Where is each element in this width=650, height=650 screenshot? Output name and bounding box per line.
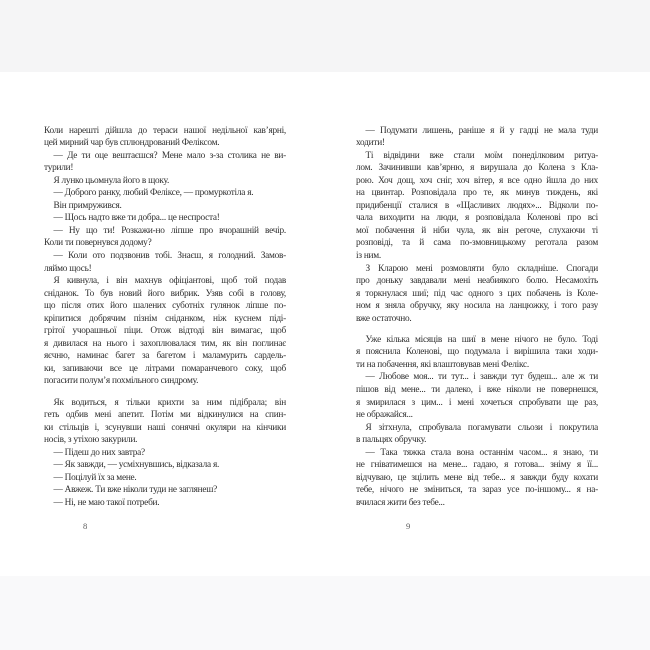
text-line: Я зітхнула, спробувала погамувати сльози і покрутила (365, 422, 598, 433)
text-line: — Підеш до них завтра? (53, 447, 145, 458)
text-line: ляймо щось! (44, 263, 92, 274)
text-line: придибенції сталися в «Щасливих людях»... Відколи по- (356, 200, 598, 211)
text-line: вчилася жити без тебе... (356, 497, 445, 508)
text-line: грітої учорашньої піци. Отож відтоді він вимагає, щоб (44, 326, 286, 337)
text-line: не гніватимешся на мене... гадаю, я готова... зніму я її... (356, 460, 598, 471)
reader-top-margin (0, 0, 650, 72)
text-line: — Як завжди, — усміхнувшись, відказала я. (53, 460, 220, 471)
text-line: відчуваю, це зцілить мене від тебе... я завжди буду кохати (356, 472, 598, 483)
text-line: — Подумати лишень, раніше я й у гадці не мала туди (365, 125, 598, 136)
text-line: яєчню, наминає багет за багетом і маламурить сардель- (44, 351, 286, 362)
text-line: Уже кілька місяців на шиї в мене нічого не було. Тоді (365, 334, 598, 345)
text-line: чала виходити на люди, я розповідала Коленові про всі (356, 213, 598, 224)
page-number-left: 8 (83, 521, 88, 531)
text-line: я торкнулася шиї; під час одного з цих побачень із Коле- (356, 288, 598, 299)
text-line: Як водиться, я тільки крихти за ним підібрала; він (53, 397, 286, 408)
page-number-right: 9 (406, 521, 411, 531)
text-line: із ним. (356, 250, 381, 261)
text-line: на цвинтар. Розповідала про те, як минув тиждень, які (356, 188, 598, 199)
text-line: погасити полум’я похмільного синдрому. (44, 376, 199, 387)
text-line: що після отих його шалених суботніх гулянок ліпше по- (44, 301, 286, 312)
text-line: — Така тяжка стала вона останнім часом... я знаю, ти (365, 447, 598, 458)
text-line: сніданок. То був новий його вибрик. Узяв собі в голову, (44, 288, 286, 299)
text-line: — Коли ото подзвонив тобі. Знаєш, я голодний. Замов- (53, 250, 286, 261)
text-line: Коли нарешті дійшла до тераси нашої недільної кав’ярні, (44, 125, 286, 136)
text-line: — Доброго ранку, любий Феліксе, — промуркотіла я. (53, 188, 254, 199)
text-line: ном я зняла обручку, яку носила на ланцюжку, і того разу (356, 301, 598, 312)
text-line: розповіді, та й сама по-змовницькому реготала разом (356, 238, 598, 249)
text-line: тебе, нічого не зміниться, та зараз усе по-іншому... я на- (356, 485, 598, 496)
text-line: — Ну що ти! Розкажи-но ліпше про вчорашній вечір. (53, 225, 286, 236)
text-line: — Любове моя... ти тут... і завжди тут будеш... але ж ти (365, 372, 598, 383)
text-line: ки, запиваючи все це літрами помаранчевого соку, щоб (44, 363, 286, 374)
text-line: я пояснила Коленові, що подумала і вирішила таки ходи- (356, 347, 598, 358)
text-line: цей мирний чар був сплюндрований Феліксом. (44, 138, 220, 149)
page-right-text-block (356, 125, 598, 510)
text-line: — Щось надто вже ти добра... це неспроста! (53, 213, 220, 224)
text-line: ки стільців і, зсунувши наші сонячні окуляри на кінчики (44, 422, 286, 433)
text-line: про доньку завдавали мені неабиякого болю. Несамохіть (356, 276, 598, 287)
text-line: мої побачення й ніби чула, як він регоче, слухаючи ті (356, 225, 598, 236)
text-line: геть одбив мені апетит. Потім ми відкинулися на спин- (44, 410, 286, 421)
text-line: Я лунко цьомнула його в щоку. (53, 175, 170, 186)
text-line: в пальцях обручку. (356, 435, 427, 446)
text-line: пішов від мене... ти далеко, і вже ніколи не повернешся, (356, 385, 598, 396)
text-line: Він примружився. (53, 200, 122, 211)
text-line: я змирилася з цим... і мені хочеться спробувати ще раз, (356, 397, 598, 408)
text-line: — Авжеж. Ти вже ніколи туди не заглянеш? (53, 485, 218, 496)
text-line: я дивилася на нього і захоплювалася тим, як він поглинає (44, 338, 286, 349)
text-line: — Ні, не маю такої потреби. (53, 497, 160, 508)
text-line: вже остаточно. (356, 313, 412, 324)
text-line: носів, з утіхою закурили. (44, 435, 138, 446)
text-line: ти на побачення, які влаштовував мені Фелікс. (356, 359, 529, 370)
text-line: не ображайся... (356, 410, 413, 421)
reader-bottom-margin (0, 576, 650, 650)
text-line: — Поцілуй їх за мене. (53, 472, 137, 483)
text-line: лом. Зачинивши кав’ярню, я вирушала до Колена з Кла- (356, 163, 598, 174)
text-line: — Де ти оце вештаєшся? Мене мало з-за столика не ви- (53, 150, 286, 161)
text-line: рою. Хоч дощ, хоч сніг, хоч вітер, я все одно йшла до них (356, 175, 598, 186)
text-line: турили! (44, 163, 74, 174)
page-left-text-block (44, 125, 286, 510)
text-line: З Кларою мені розмовляти було складніше. Спогади (365, 263, 598, 274)
text-line: Коли ти повернувся додому? (44, 238, 152, 249)
text-line: Ті відвідини вже стали моїм понеділковим ритуа- (365, 150, 598, 161)
text-line: ходити! (356, 138, 385, 149)
text-line: Я кивнула, і він махнув офіціантові, щоб той подав (53, 276, 286, 287)
text-line: кріпитися добрячим пізнім сніданком, ніж куснем піді- (44, 313, 286, 324)
